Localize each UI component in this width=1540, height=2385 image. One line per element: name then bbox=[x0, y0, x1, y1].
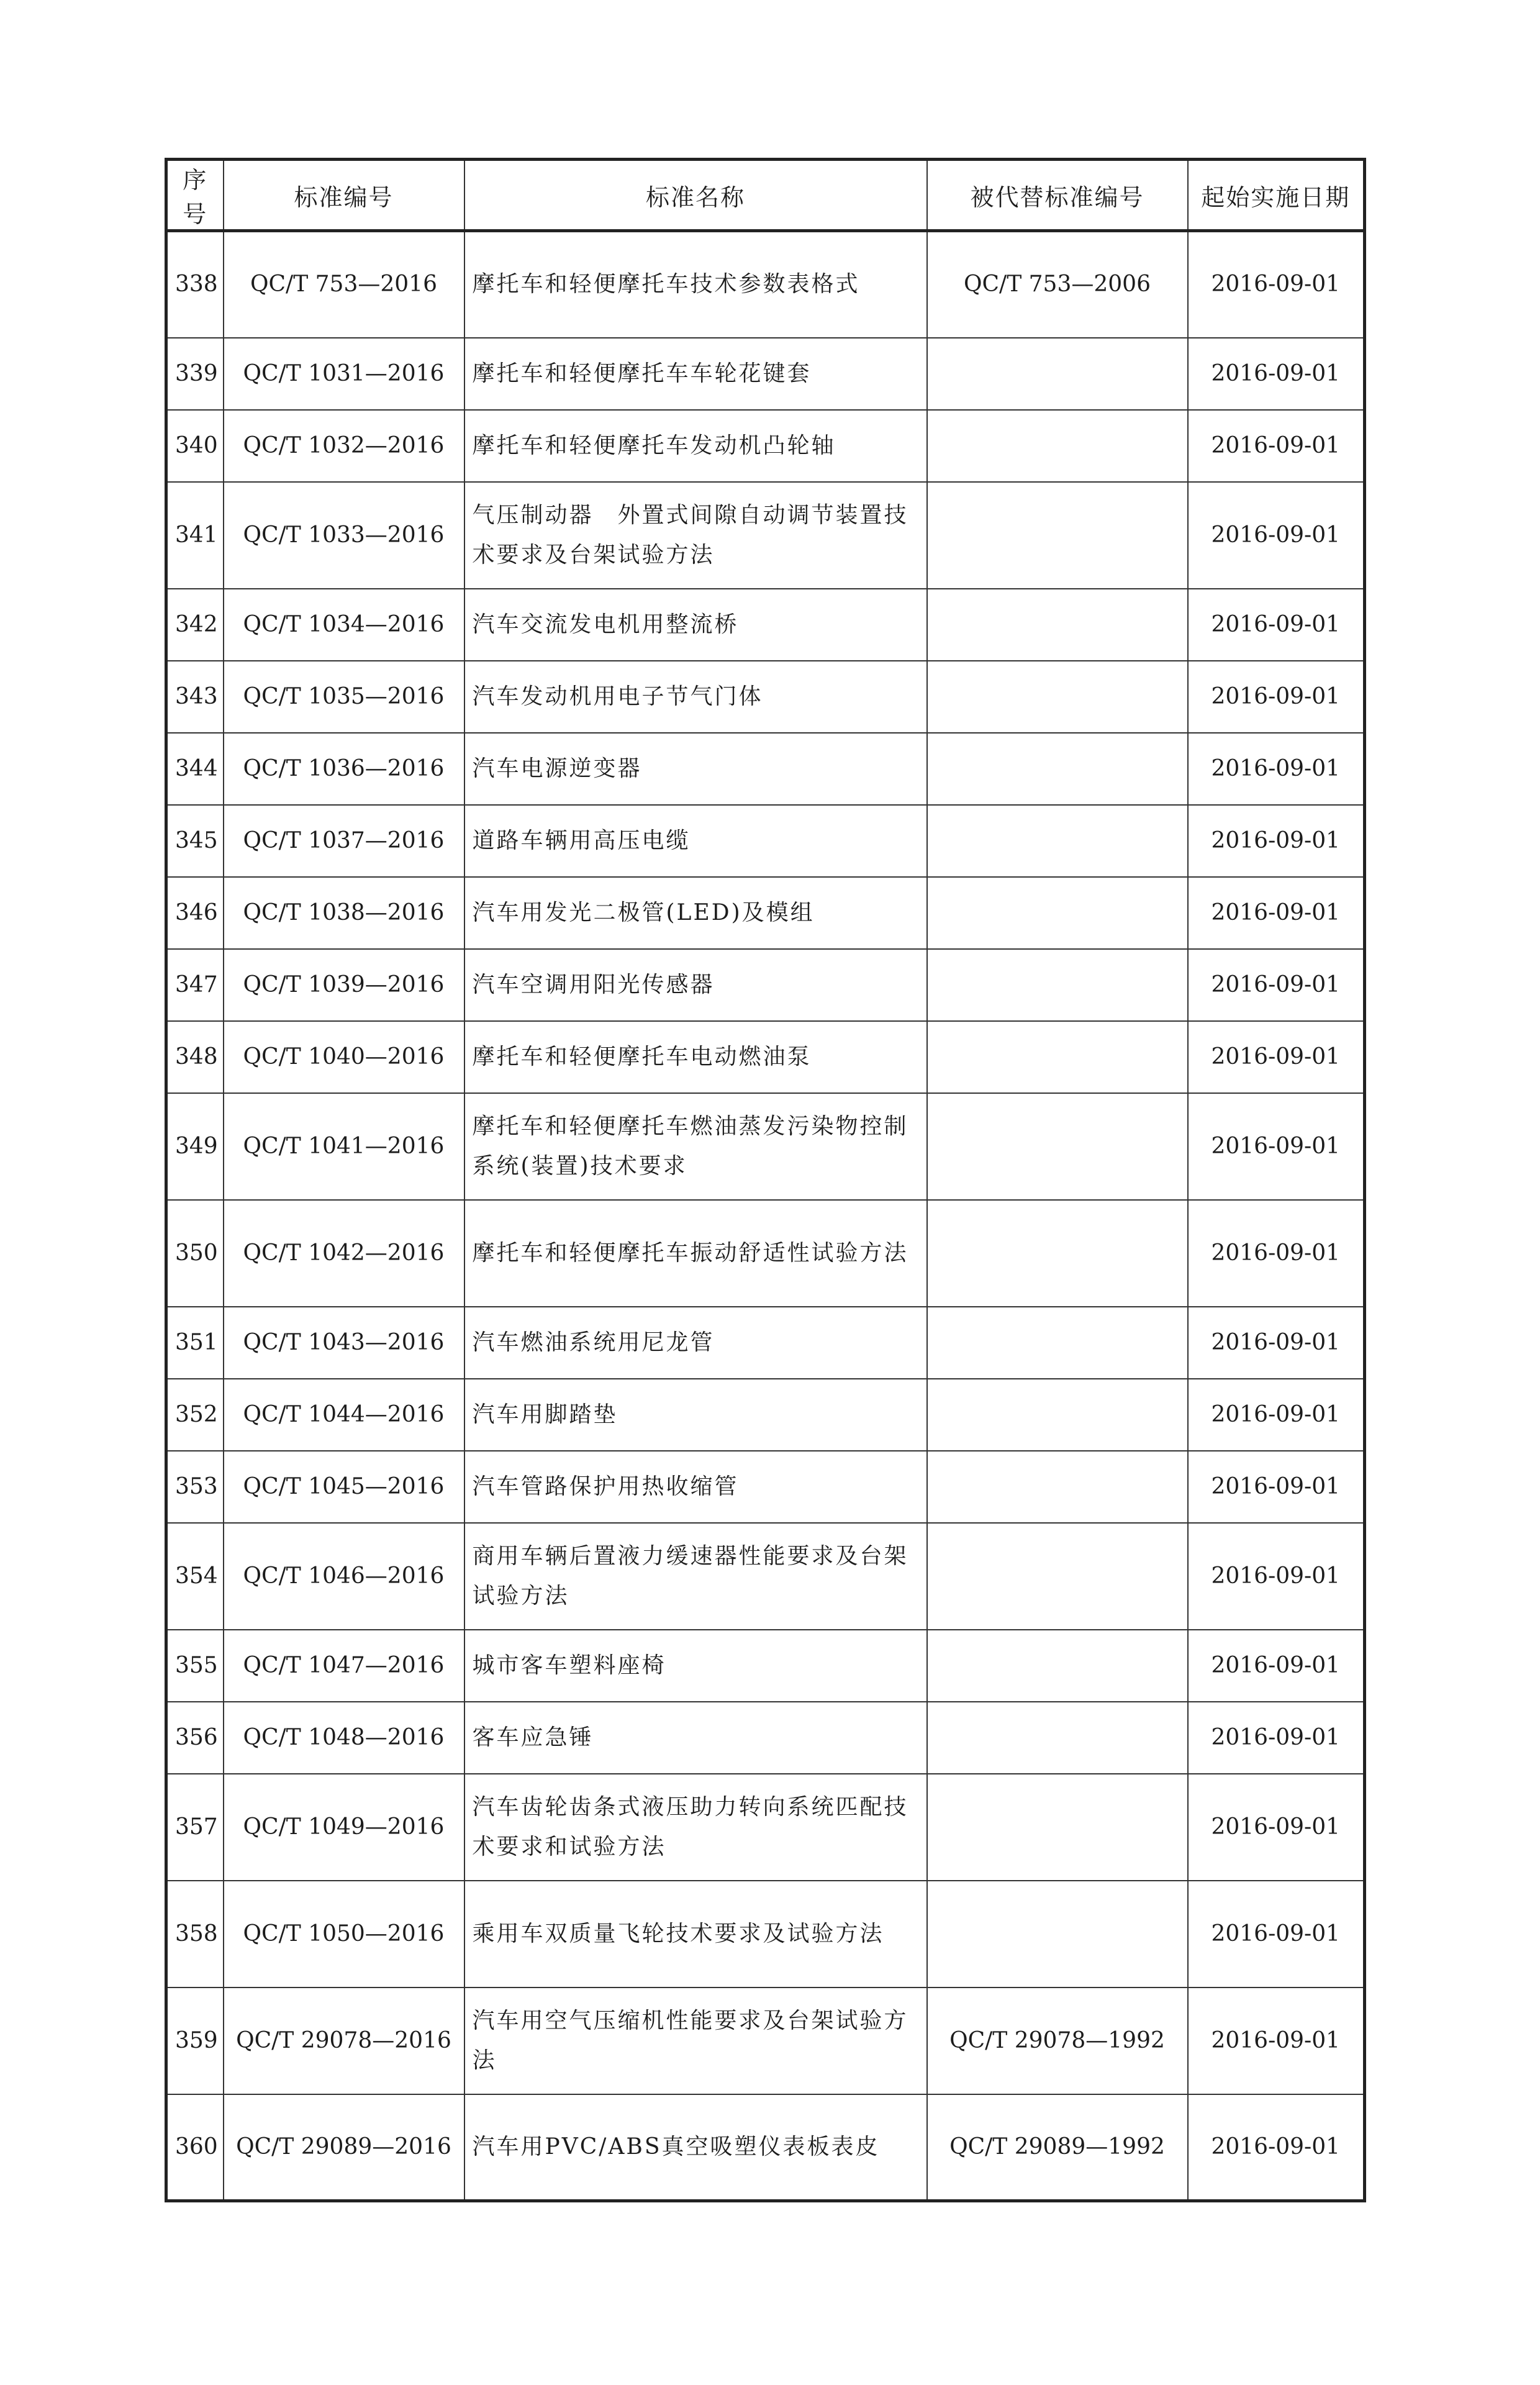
cell-seq: 348 bbox=[166, 1021, 224, 1093]
cell-standard-code: QC/T 753—2016 bbox=[224, 231, 464, 338]
cell-seq: 353 bbox=[166, 1451, 224, 1523]
table-row bbox=[166, 1307, 1365, 1379]
table-row bbox=[166, 733, 1365, 805]
table-row bbox=[166, 231, 1365, 338]
cell-replaced-code bbox=[927, 1881, 1188, 1988]
cell-replaced-code bbox=[927, 877, 1188, 949]
cell-replaced-code bbox=[927, 805, 1188, 877]
cell-start-date: 2016-09-01 bbox=[1188, 733, 1365, 805]
cell-start-date: 2016-09-01 bbox=[1188, 1881, 1365, 1988]
cell-replaced-code: QC/T 29089—1992 bbox=[927, 2094, 1188, 2201]
cell-start-date: 2016-09-01 bbox=[1188, 1093, 1365, 1200]
cell-start-date: 2016-09-01 bbox=[1188, 1630, 1365, 1702]
cell-standard-name: 客车应急锤 bbox=[464, 1702, 927, 1774]
cell-start-date: 2016-09-01 bbox=[1188, 1988, 1365, 2094]
cell-replaced-code bbox=[927, 1307, 1188, 1379]
cell-standard-name: 汽车用PVC/ABS真空吸塑仪表板表皮 bbox=[464, 2094, 927, 2201]
cell-standard-name: 气压制动器 外置式间隙自动调节装置技术要求及台架试验方法 bbox=[464, 482, 927, 589]
cell-replaced-code bbox=[927, 1379, 1188, 1451]
cell-standard-code: QC/T 1037—2016 bbox=[224, 805, 464, 877]
header-seq: 序号 bbox=[166, 160, 224, 231]
cell-start-date: 2016-09-01 bbox=[1188, 1523, 1365, 1630]
cell-standard-name: 汽车燃油系统用尼龙管 bbox=[464, 1307, 927, 1379]
cell-standard-name: 汽车交流发电机用整流桥 bbox=[464, 589, 927, 661]
table-row bbox=[166, 1200, 1365, 1307]
cell-start-date: 2016-09-01 bbox=[1188, 1702, 1365, 1774]
cell-start-date: 2016-09-01 bbox=[1188, 1021, 1365, 1093]
cell-replaced-code: QC/T 753—2006 bbox=[927, 231, 1188, 338]
standards-table bbox=[165, 158, 1366, 2202]
cell-replaced-code bbox=[927, 1200, 1188, 1307]
cell-seq: 341 bbox=[166, 482, 224, 589]
cell-start-date: 2016-09-01 bbox=[1188, 1307, 1365, 1379]
cell-seq: 357 bbox=[166, 1774, 224, 1881]
cell-seq: 351 bbox=[166, 1307, 224, 1379]
cell-replaced-code bbox=[927, 949, 1188, 1021]
cell-replaced-code bbox=[927, 338, 1188, 410]
table-row bbox=[166, 1379, 1365, 1451]
cell-replaced-code: QC/T 29078—1992 bbox=[927, 1988, 1188, 2094]
cell-seq: 349 bbox=[166, 1093, 224, 1200]
cell-replaced-code bbox=[927, 1702, 1188, 1774]
cell-standard-code: QC/T 1036—2016 bbox=[224, 733, 464, 805]
cell-start-date: 2016-09-01 bbox=[1188, 2094, 1365, 2201]
cell-seq: 340 bbox=[166, 410, 224, 482]
cell-standard-code: QC/T 1032—2016 bbox=[224, 410, 464, 482]
cell-standard-code: QC/T 1045—2016 bbox=[224, 1451, 464, 1523]
header-row bbox=[166, 160, 1365, 231]
cell-start-date: 2016-09-01 bbox=[1188, 231, 1365, 338]
cell-standard-code: QC/T 1035—2016 bbox=[224, 661, 464, 733]
table-row bbox=[166, 2094, 1365, 2201]
table-row bbox=[166, 1630, 1365, 1702]
cell-start-date: 2016-09-01 bbox=[1188, 661, 1365, 733]
cell-seq: 360 bbox=[166, 2094, 224, 2201]
cell-seq: 354 bbox=[166, 1523, 224, 1630]
header-replaced: 被代替标准编号 bbox=[927, 160, 1188, 231]
header-name: 标准名称 bbox=[464, 160, 927, 231]
cell-standard-name: 摩托车和轻便摩托车技术参数表格式 bbox=[464, 231, 927, 338]
table-row bbox=[166, 877, 1365, 949]
cell-start-date: 2016-09-01 bbox=[1188, 1451, 1365, 1523]
cell-standard-name: 摩托车和轻便摩托车车轮花键套 bbox=[464, 338, 927, 410]
cell-start-date: 2016-09-01 bbox=[1188, 589, 1365, 661]
cell-replaced-code bbox=[927, 661, 1188, 733]
cell-standard-code: QC/T 1033—2016 bbox=[224, 482, 464, 589]
cell-start-date: 2016-09-01 bbox=[1188, 410, 1365, 482]
cell-standard-code: QC/T 1041—2016 bbox=[224, 1093, 464, 1200]
cell-start-date: 2016-09-01 bbox=[1188, 482, 1365, 589]
cell-standard-name: 城市客车塑料座椅 bbox=[464, 1630, 927, 1702]
cell-standard-name: 摩托车和轻便摩托车发动机凸轮轴 bbox=[464, 410, 927, 482]
cell-start-date: 2016-09-01 bbox=[1188, 1200, 1365, 1307]
cell-start-date: 2016-09-01 bbox=[1188, 877, 1365, 949]
cell-seq: 358 bbox=[166, 1881, 224, 1988]
cell-start-date: 2016-09-01 bbox=[1188, 805, 1365, 877]
cell-standard-code: QC/T 1034—2016 bbox=[224, 589, 464, 661]
cell-seq: 343 bbox=[166, 661, 224, 733]
cell-standard-name: 汽车用空气压缩机性能要求及台架试验方法 bbox=[464, 1988, 927, 2094]
cell-replaced-code bbox=[927, 1630, 1188, 1702]
table-row bbox=[166, 1881, 1365, 1988]
cell-standard-code: QC/T 1049—2016 bbox=[224, 1774, 464, 1881]
cell-standard-name: 乘用车双质量飞轮技术要求及试验方法 bbox=[464, 1881, 927, 1988]
cell-seq: 346 bbox=[166, 877, 224, 949]
table-row bbox=[166, 1021, 1365, 1093]
table-row bbox=[166, 1451, 1365, 1523]
cell-seq: 350 bbox=[166, 1200, 224, 1307]
cell-start-date: 2016-09-01 bbox=[1188, 949, 1365, 1021]
cell-seq: 347 bbox=[166, 949, 224, 1021]
cell-standard-code: QC/T 1042—2016 bbox=[224, 1200, 464, 1307]
cell-standard-code: QC/T 1046—2016 bbox=[224, 1523, 464, 1630]
cell-start-date: 2016-09-01 bbox=[1188, 1774, 1365, 1881]
table-row bbox=[166, 1702, 1365, 1774]
table-row bbox=[166, 1093, 1365, 1200]
cell-standard-name: 摩托车和轻便摩托车振动舒适性试验方法 bbox=[464, 1200, 927, 1307]
cell-replaced-code bbox=[927, 1523, 1188, 1630]
cell-seq: 342 bbox=[166, 589, 224, 661]
cell-standard-code: QC/T 1048—2016 bbox=[224, 1702, 464, 1774]
cell-standard-code: QC/T 1050—2016 bbox=[224, 1881, 464, 1988]
cell-standard-name: 汽车空调用阳光传感器 bbox=[464, 949, 927, 1021]
cell-standard-code: QC/T 29078—2016 bbox=[224, 1988, 464, 2094]
cell-replaced-code bbox=[927, 482, 1188, 589]
table-row bbox=[166, 1774, 1365, 1881]
cell-replaced-code bbox=[927, 1021, 1188, 1093]
cell-seq: 352 bbox=[166, 1379, 224, 1451]
table-row bbox=[166, 482, 1365, 589]
cell-replaced-code bbox=[927, 589, 1188, 661]
cell-replaced-code bbox=[927, 410, 1188, 482]
table-header bbox=[166, 160, 1365, 231]
table-row bbox=[166, 661, 1365, 733]
table-row bbox=[166, 410, 1365, 482]
cell-seq: 359 bbox=[166, 1988, 224, 2094]
cell-standard-code: QC/T 1043—2016 bbox=[224, 1307, 464, 1379]
cell-standard-name: 摩托车和轻便摩托车燃油蒸发污染物控制系统(装置)技术要求 bbox=[464, 1093, 927, 1200]
cell-standard-code: QC/T 1040—2016 bbox=[224, 1021, 464, 1093]
cell-standard-name: 汽车发动机用电子节气门体 bbox=[464, 661, 927, 733]
table-row bbox=[166, 1988, 1365, 2094]
cell-standard-name: 汽车齿轮齿条式液压助力转向系统匹配技术要求和试验方法 bbox=[464, 1774, 927, 1881]
cell-standard-code: QC/T 1044—2016 bbox=[224, 1379, 464, 1451]
header-code: 标准编号 bbox=[224, 160, 464, 231]
table-body bbox=[166, 231, 1365, 2201]
cell-standard-name: 汽车用发光二极管(LED)及模组 bbox=[464, 877, 927, 949]
cell-seq: 339 bbox=[166, 338, 224, 410]
cell-replaced-code bbox=[927, 1774, 1188, 1881]
table-row bbox=[166, 949, 1365, 1021]
cell-replaced-code bbox=[927, 1451, 1188, 1523]
cell-standard-name: 汽车电源逆变器 bbox=[464, 733, 927, 805]
table-row bbox=[166, 589, 1365, 661]
cell-start-date: 2016-09-01 bbox=[1188, 1379, 1365, 1451]
cell-standard-code: QC/T 1031—2016 bbox=[224, 338, 464, 410]
cell-seq: 355 bbox=[166, 1630, 224, 1702]
cell-start-date: 2016-09-01 bbox=[1188, 338, 1365, 410]
cell-seq: 344 bbox=[166, 733, 224, 805]
cell-standard-name: 汽车用脚踏垫 bbox=[464, 1379, 927, 1451]
cell-standard-code: QC/T 1039—2016 bbox=[224, 949, 464, 1021]
cell-replaced-code bbox=[927, 1093, 1188, 1200]
cell-seq: 356 bbox=[166, 1702, 224, 1774]
cell-seq: 338 bbox=[166, 231, 224, 338]
cell-standard-code: QC/T 1047—2016 bbox=[224, 1630, 464, 1702]
cell-seq: 345 bbox=[166, 805, 224, 877]
cell-standard-name: 汽车管路保护用热收缩管 bbox=[464, 1451, 927, 1523]
table-row bbox=[166, 1523, 1365, 1630]
table-row bbox=[166, 338, 1365, 410]
cell-standard-name: 摩托车和轻便摩托车电动燃油泵 bbox=[464, 1021, 927, 1093]
cell-standard-code: QC/T 29089—2016 bbox=[224, 2094, 464, 2201]
cell-standard-code: QC/T 1038—2016 bbox=[224, 877, 464, 949]
cell-standard-name: 商用车辆后置液力缓速器性能要求及台架试验方法 bbox=[464, 1523, 927, 1630]
header-date: 起始实施日期 bbox=[1188, 160, 1365, 231]
cell-standard-name: 道路车辆用高压电缆 bbox=[464, 805, 927, 877]
cell-replaced-code bbox=[927, 733, 1188, 805]
table-row bbox=[166, 805, 1365, 877]
